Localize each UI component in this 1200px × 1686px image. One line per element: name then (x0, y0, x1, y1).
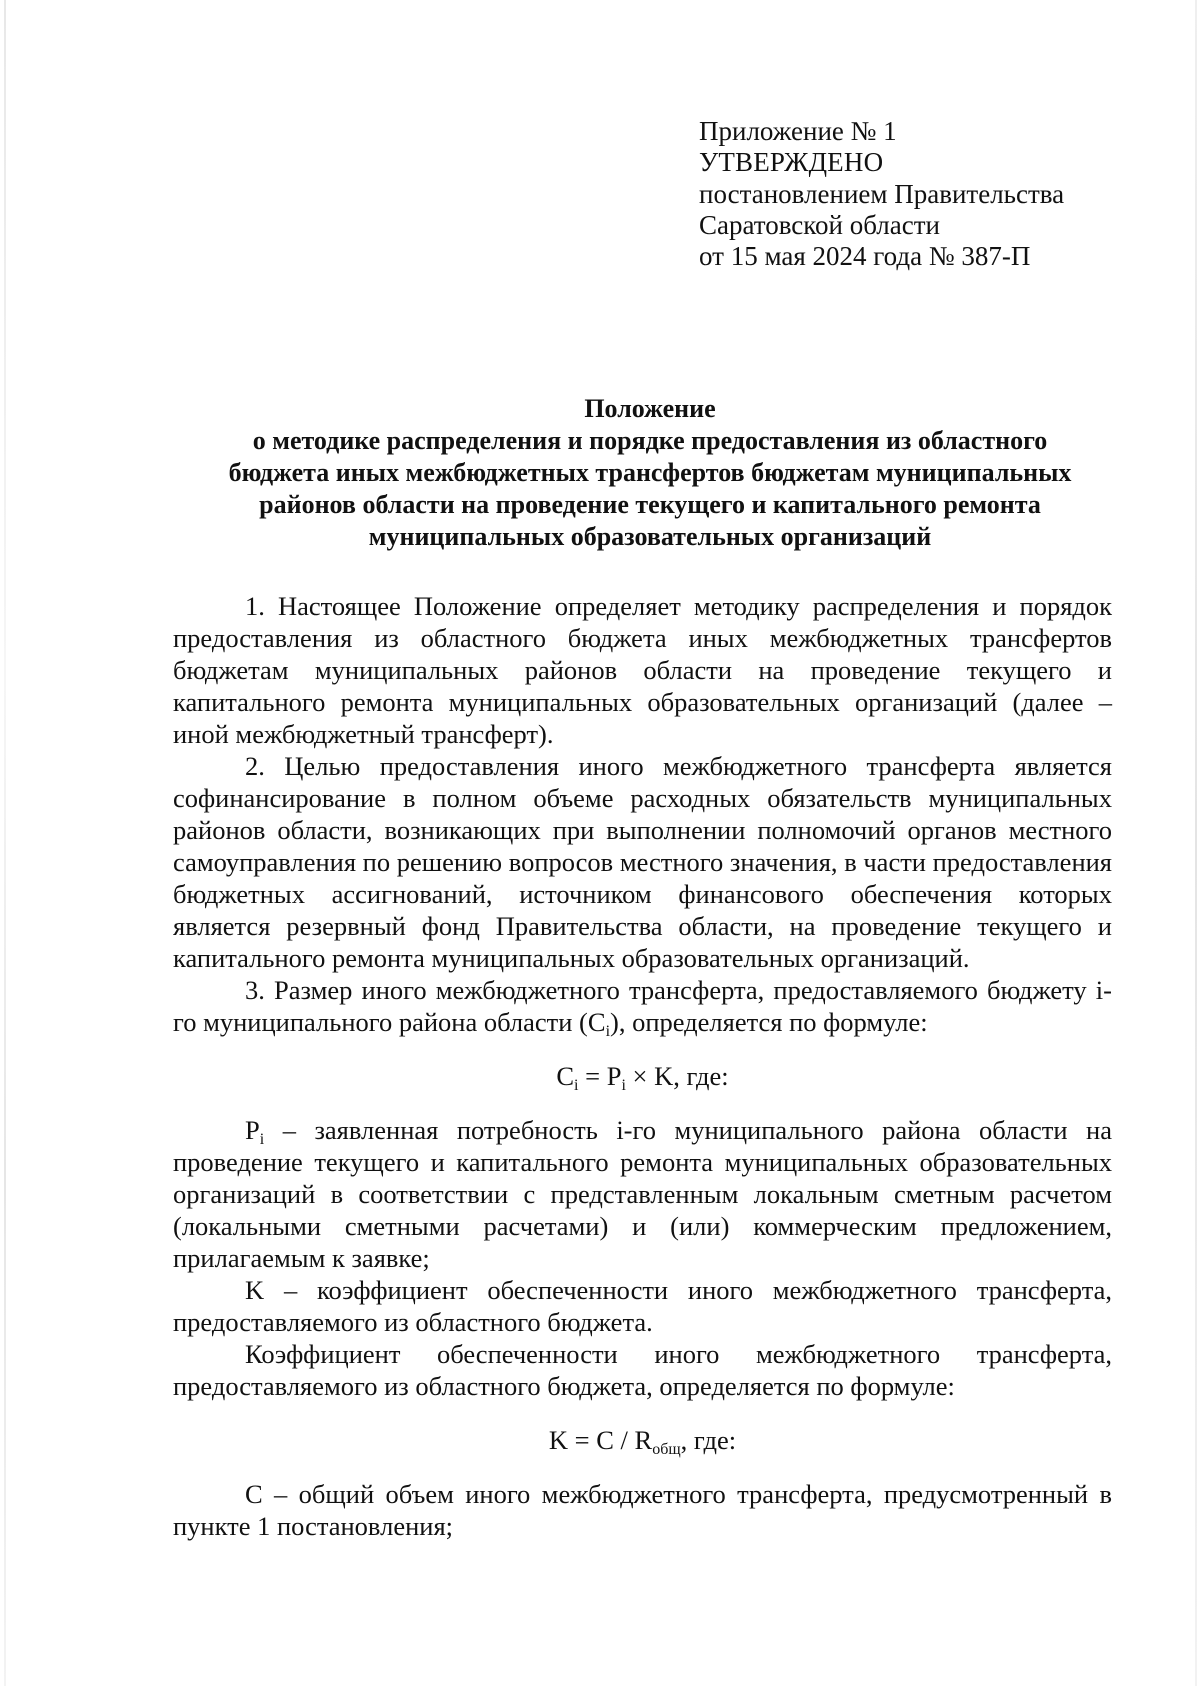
title-line-3: бюджета иных межбюджетных трансфертов бюджетам муниципальных (228, 458, 1072, 487)
paragraph-4-lead: P (245, 1115, 260, 1145)
paragraph-3-text-b: ), определяется по формуле: (610, 1007, 928, 1037)
scan-edge-right (1195, 0, 1197, 1686)
appendix-number: Приложение № 1 (699, 116, 897, 146)
paragraph-6: Коэффициент обеспеченности иного межбюджетного трансферта, предоставляемого из областного бюджета, определяется по формуле: (173, 1339, 1112, 1401)
paragraph-7-definition-c: C – общий объем иного межбюджетного трансферта, предусмотренный в пункте 1 постановления; (173, 1479, 1112, 1541)
formula2-subscript: общ (652, 1441, 681, 1458)
approval-line-3: от 15 мая 2024 года № 387-П (699, 241, 1031, 271)
paragraph-5-definition-k: K – коэффициент обеспеченности иного межбюджетного трансферта, предоставляемого из областного бюджета. (173, 1275, 1112, 1337)
paragraph-2: 2. Целью предоставления иного межбюджетного трансферта является софинансирование в полном объеме расходных обязательств муниципальных районов области, возникающих при выполнении полномочий органов местного самоуправления по решению вопросов местного значения, в части предоставления бюджетных ассигнований, источником финансового обеспечения которых является резервный фонд Правительства области, на проведение текущего и капитального ремонта муниципальных образовательных организаций. (173, 751, 1112, 973)
document-title (150, 393, 1150, 553)
formula1-c-subscript: i (574, 1077, 579, 1094)
paragraph-4-text: – заявленная потребность i-го муниципального района области на проведение текущего и капитального ремонта муниципальных образовательных организаций в соответствии с представленным локальным сметным расчетом (локальными сметными расчетами) и (или) коммерческим предложением, прилагаемым к заявке; (173, 1115, 1112, 1273)
formula-coefficient (173, 1424, 1112, 1456)
scan-edge-left (4, 0, 6, 1686)
title-line-2: о методике распределения и порядке предоставления из областного (252, 426, 1048, 455)
formula1-p-subscript: i (621, 1077, 626, 1094)
paragraph-3-text-a: 3. Размер иного межбюджетного трансферта, предоставляемого бюджету i-го муниципального района области (C (173, 975, 1112, 1037)
formula2-lead: K = C / R (548, 1425, 653, 1455)
paragraph-1: 1. Настоящее Положение определяет методику распределения и порядок предоставления из областного бюджета иных межбюджетных трансфертов бюджетам муниципальных районов области на проведение текущего и капитального ремонта муниципальных образовательных организаций (далее – иной межбюджетный трансферт). (173, 591, 1112, 749)
approval-header (699, 116, 1159, 272)
formula1-c: C (556, 1061, 575, 1091)
approved-stamp-text: УТВЕРЖДЕНО (699, 147, 884, 177)
paragraph-4-definition-p (173, 1114, 1112, 1274)
title-line-4: районов области на проведение текущего и капитального ремонта (259, 490, 1041, 519)
formula1-mid: = P (578, 1061, 622, 1091)
approval-line-1: постановлением Правительства (699, 179, 1065, 209)
title-line-1: Положение (584, 394, 716, 423)
title-line-5: муниципальных образовательных организаций (368, 522, 932, 551)
formula2-end: , где: (680, 1425, 737, 1455)
paragraph-4-subscript: i (259, 1131, 265, 1148)
paragraph-3-subscript: i (605, 1023, 611, 1040)
approval-line-2: Саратовской области (699, 210, 940, 240)
paragraph-3 (173, 974, 1112, 1038)
formula-transfer-size (173, 1060, 1112, 1092)
document-body (173, 590, 1112, 1542)
formula1-end: × K, где: (625, 1061, 729, 1091)
